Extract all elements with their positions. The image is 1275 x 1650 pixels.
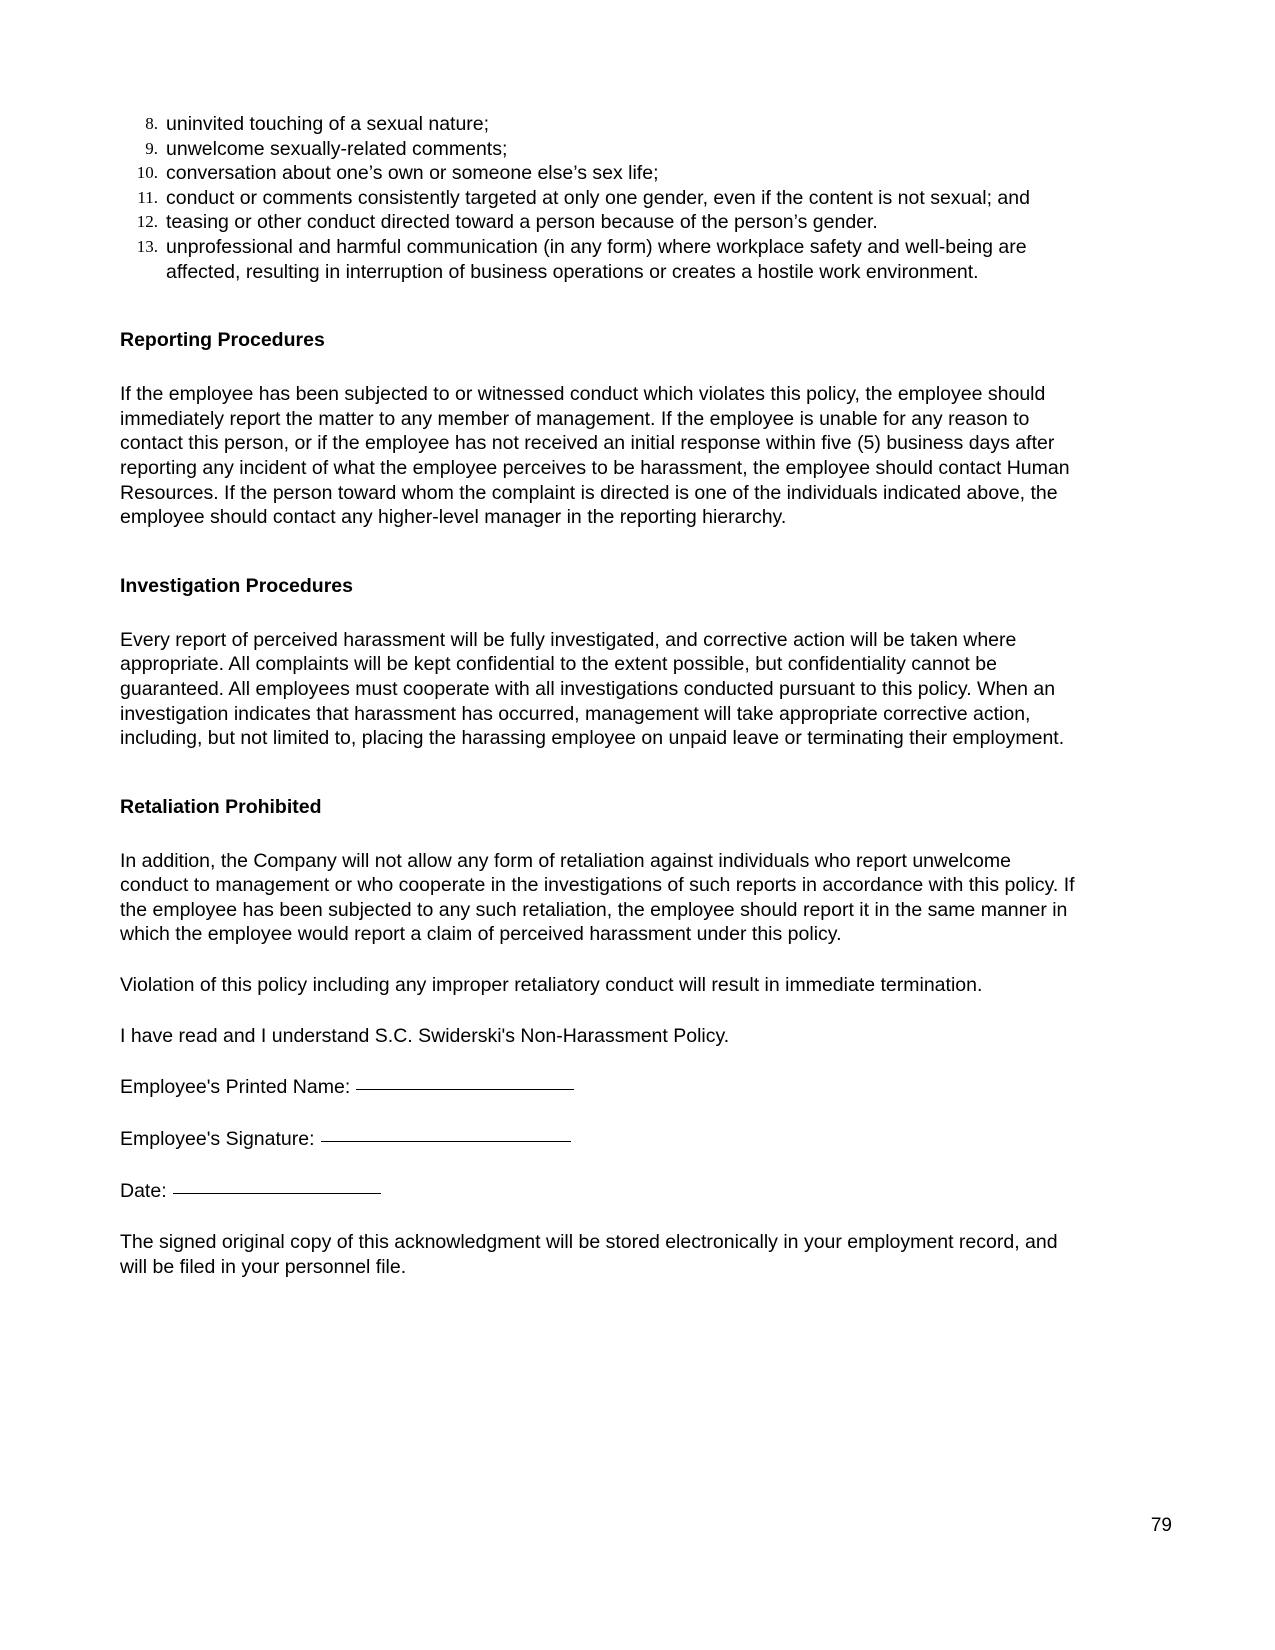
- page-content: [120, 112, 1080, 1279]
- list-item: [120, 112, 1080, 137]
- date-input[interactable]: [173, 1193, 381, 1194]
- printed-name-input[interactable]: [356, 1089, 574, 1090]
- list-item-number: 11.: [137, 187, 158, 207]
- list-item-text: unwelcome sexually-related comments;: [166, 137, 508, 160]
- list-item: [120, 186, 1080, 211]
- list-item: [120, 210, 1080, 235]
- list-item-number: 13.: [136, 236, 158, 256]
- page-number: 79: [1150, 1515, 1172, 1536]
- list-item-number: 9.: [145, 138, 158, 158]
- heading-retaliation-prohibited: Retaliation Prohibited: [120, 795, 322, 818]
- acknowledgment-statement: I have read and I understand S.C. Swiderski's Non-Harassment Policy.: [120, 1024, 730, 1047]
- date-label: Date:: [120, 1180, 167, 1203]
- heading-investigation-procedures: Investigation Procedures: [120, 574, 353, 597]
- printed-name-row: [120, 1074, 1080, 1100]
- list-item-text: unprofessional and harmful communication (in any form) where workplace safety and well-being are affected, resulting in interruption of business operations or creates a hostile work environment.: [166, 235, 1027, 283]
- list-item-text: uninvited touching of a sexual nature;: [166, 113, 490, 135]
- list-item-number: 8.: [145, 114, 158, 133]
- printed-name-label: Employee's Printed Name:: [120, 1076, 351, 1099]
- list-item: [120, 161, 1080, 186]
- list-item: [120, 235, 1080, 284]
- paragraph-reporting-procedures: If the employee has been subjected to or witnessed conduct which violates this policy, the employee should immediately report the matter to any member of management. If the employee is unable for any reason to contact this person, or if the employee has not received an initial response within five (5) business days after reporting any incident of what the employee perceives to be harassment, the employee should contact Human Resources. If the person toward whom the complaint is directed is one of the individuals indicated above, the employee should contact any higher-level manager in the reporting hierarchy.: [120, 383, 1070, 529]
- list-item-number: 10.: [136, 163, 158, 183]
- signature-label: Employee's Signature:: [120, 1128, 315, 1151]
- list-item-text: conversation about one’s own or someone else’s sex life;: [166, 162, 659, 185]
- list-item-text: conduct or comments consistently targeted at only one gender, even if the content is not sexual; and: [166, 186, 1030, 209]
- heading-reporting-procedures: Reporting Procedures: [120, 329, 325, 352]
- date-row: [120, 1178, 1080, 1204]
- list-item: [120, 137, 1080, 162]
- signature-input[interactable]: [321, 1141, 571, 1142]
- list-item-text: teasing or other conduct directed toward a person because of the person’s gender.: [166, 211, 878, 234]
- storage-note: The signed original copy of this acknowledgment will be stored electronically in your employment record, and will be filed in your personnel file.: [120, 1231, 1058, 1278]
- paragraph-investigation-procedures: Every report of perceived harassment will be fully investigated, and corrective action will be taken where appropriate. All complaints will be kept confidential to the extent possible, but confidentiality cannot be guaranteed. All employees must cooperate with all investigations conducted pursuant to this policy. When an investigation indicates that harassment has occurred, management will take appropriate corrective action, including, but not limited to, placing the harassing employee on unpaid leave or terminating their employment.: [120, 628, 1065, 750]
- paragraph-retaliation-prohibited: In addition, the Company will not allow any form of retaliation against individuals who report unwelcome conduct to management or who cooperate in the investigations of such reports in accordance with this policy. If the employee has been subjected to any such retaliation, the employee should report it in the same manner in which the employee would report a claim of perceived harassment under this policy.: [120, 849, 1075, 946]
- paragraph-violation-termination: Violation of this policy including any improper retaliatory conduct will result in immediate termination.: [120, 974, 983, 997]
- prohibited-conduct-list: [120, 112, 1080, 284]
- signature-row: [120, 1126, 1080, 1152]
- list-item-number: 12.: [136, 212, 158, 232]
